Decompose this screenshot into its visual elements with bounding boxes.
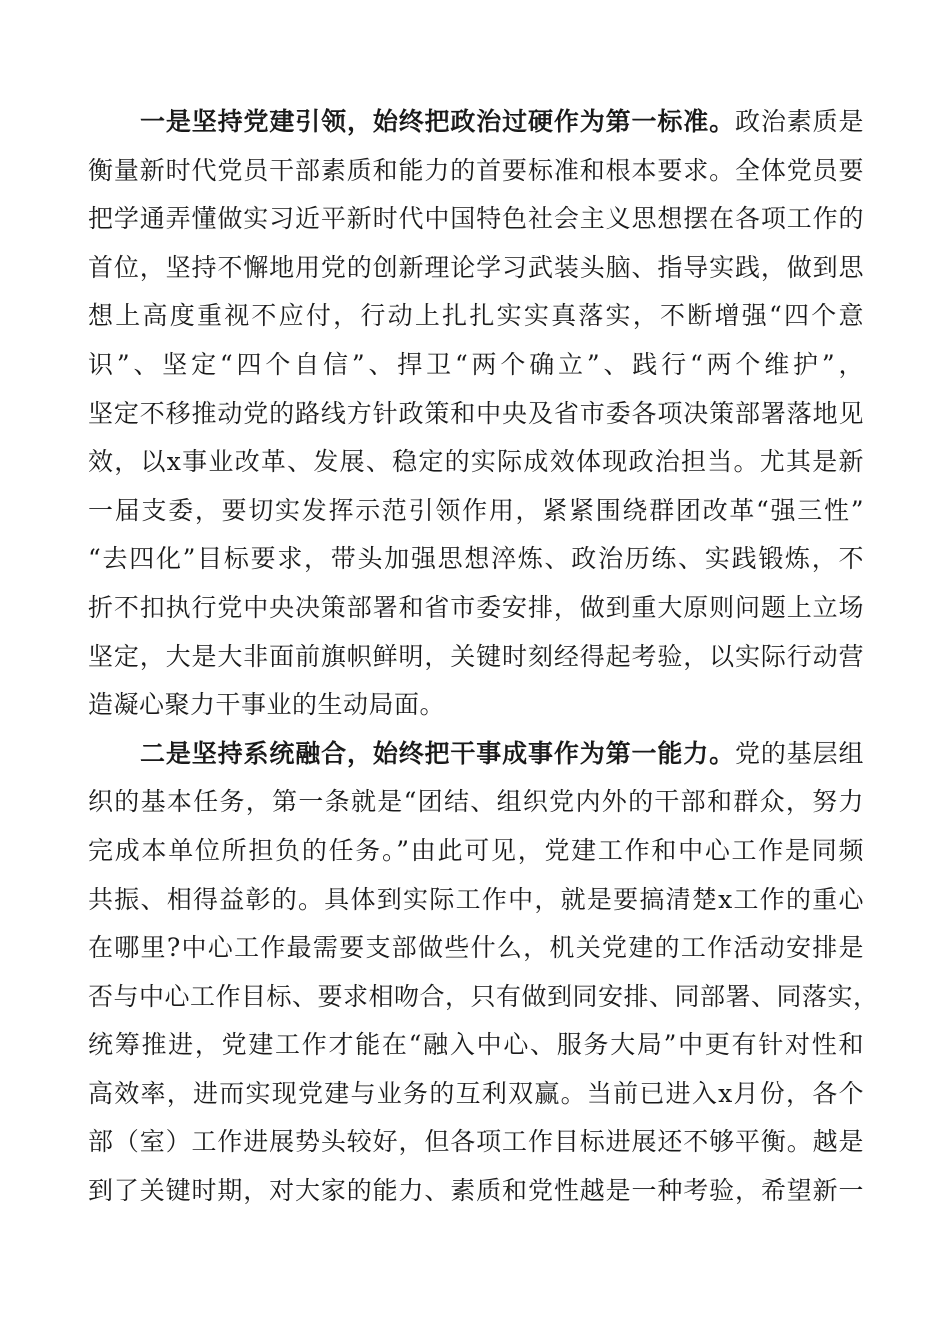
paragraph-2-heading: 二是坚持系统融合，始终把干事成事作为第一能力。	[140, 738, 735, 768]
paragraph-1-line-12: 坚定，大是大非面前旗帜鲜明，关键时刻经得起考验，以实际行动营	[88, 641, 864, 671]
paragraph-2-line-2: 织的基本任务，第一条就是“团结、组织党内外的干部和群众，努力	[88, 787, 864, 817]
paragraph-1-line-6: 识”、坚定“四个自信”、捍卫“两个确立”、践行“两个维护”，	[88, 349, 864, 379]
paragraph-1-line-7: 坚定不移推动党的路线方针政策和中央及省市委各项决策部署落地见	[88, 398, 864, 428]
paragraph-1-line-4: 首位，坚持不懈地用党的创新理论学习武装头脑、指导实践，做到思	[88, 252, 864, 282]
document-body	[88, 98, 879, 1216]
paragraph-2-text: 党的基层组	[735, 738, 864, 768]
paragraph-1-text: 政治素质是	[735, 107, 864, 136]
paragraph-1-line-2: 衡量新时代党员干部素质和能力的首要标准和根本要求。全体党员要	[88, 155, 864, 185]
paragraph-2-line-5: 在哪里?中心工作最需要支部做些什么，机关党建的工作活动安排是	[88, 933, 864, 963]
paragraph-2-line-3: 完成本单位所担负的任务。”由此可见，党建工作和中心工作是同频	[88, 835, 864, 865]
paragraph-1-line-10: “去四化”目标要求，带头加强思想淬炼、政治历练、实践锻炼，不	[88, 544, 864, 574]
paragraph-2-line-9: 部（室）工作进展势头较好，但各项工作目标进展还不够平衡。越是	[88, 1127, 864, 1157]
paragraph-2-line-6: 否与中心工作目标、要求相吻合，只有做到同安排、同部署、同落实，	[88, 981, 879, 1011]
paragraph-2-line-7: 统筹推进，党建工作才能在“融入中心、服务大局”中更有针对性和	[88, 1030, 864, 1060]
paragraph-1-line-1	[88, 98, 864, 147]
paragraph-1-line-5: 想上高度重视不应付，行动上扎扎实实真落实，不断增强“四个意	[88, 301, 864, 331]
paragraph-1-line-3: 把学通弄懂做实习近平新时代中国特色社会主义思想摆在各项工作的	[88, 204, 864, 234]
paragraph-2-line-1	[88, 730, 864, 779]
paragraph-1-line-8: 效，以x事业改革、发展、稳定的实际成效体现政治担当。尤其是新	[88, 447, 864, 477]
paragraph-2-line-4: 共振、相得益彰的。具体到实际工作中，就是要搞清楚x工作的重心	[88, 884, 864, 914]
paragraph-1-line-11: 折不扣执行党中央决策部署和省市委安排，做到重大原则问题上立场	[88, 592, 864, 622]
paragraph-2-line-8: 高效率，进而实现党建与业务的互利双赢。当前已进入x月份，各个	[88, 1078, 864, 1108]
paragraph-2-line-10: 到了关键时期，对大家的能力、素质和党性越是一种考验，希望新一	[88, 1176, 864, 1206]
paragraph-1-heading: 一是坚持党建引领，始终把政治过硬作为第一标准。	[140, 107, 735, 136]
paragraph-1-line-13: 造凝心聚力干事业的生动局面。	[88, 690, 446, 720]
paragraph-1-line-9: 一届支委，要切实发挥示范引领作用，紧紧围绕群团改革“强三性”	[88, 495, 864, 525]
